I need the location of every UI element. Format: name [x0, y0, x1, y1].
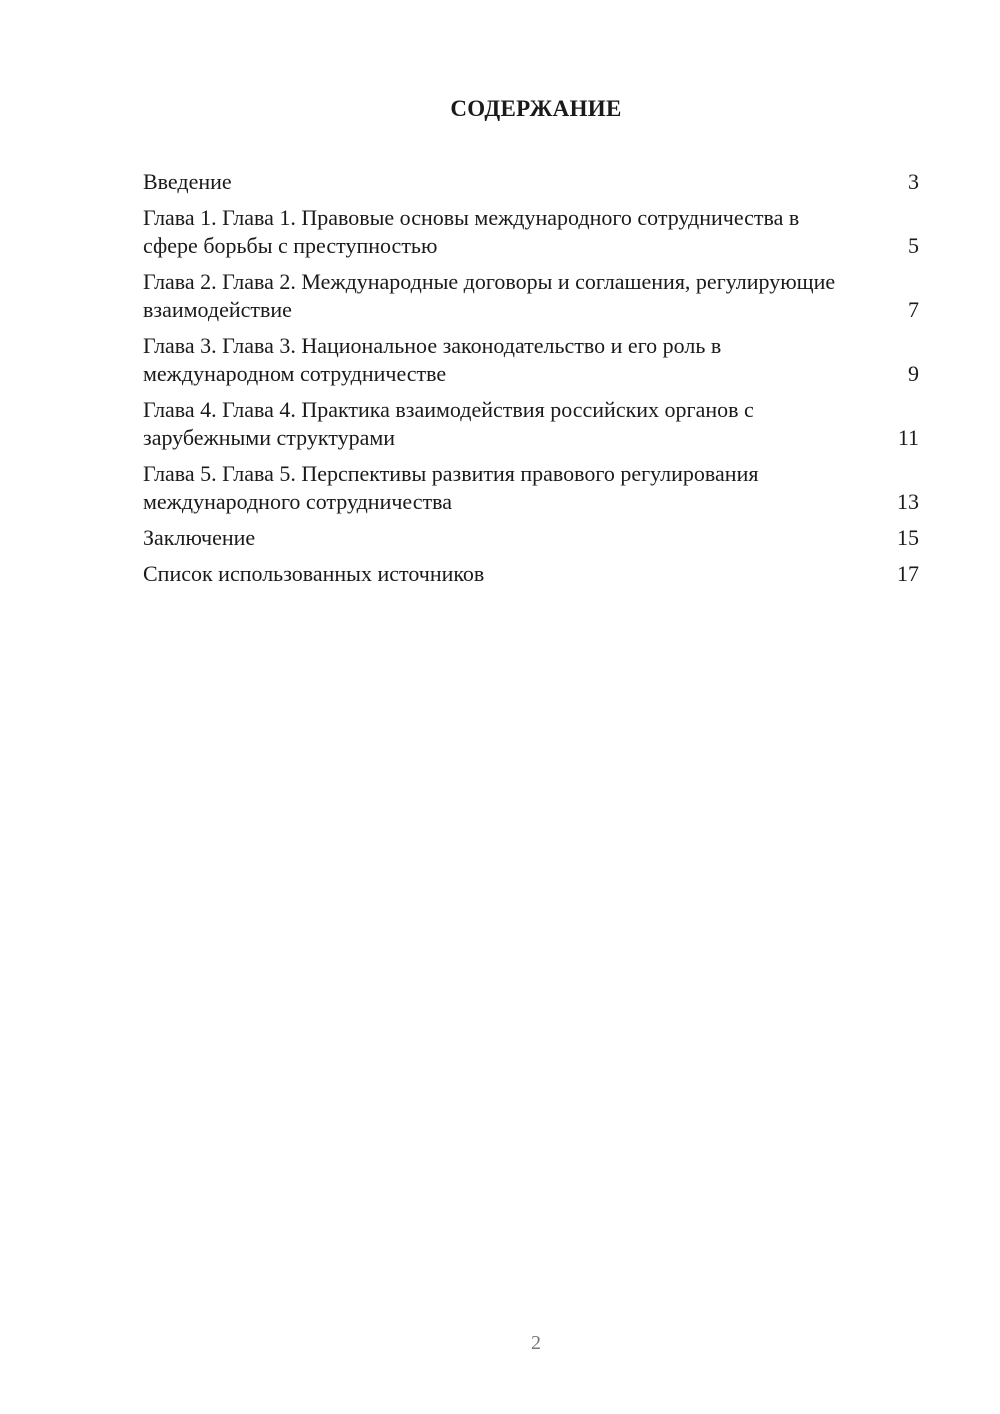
toc-entry-conclusion	[143, 524, 919, 552]
toc-entry-introduction	[143, 168, 919, 196]
toc-entry-title: Глава 1. Глава 1. Правовые основы международного сотрудничества в сфере борьбы с преступностью	[143, 205, 800, 258]
table-of-contents	[143, 168, 919, 596]
toc-entry-page: 15	[897, 525, 919, 550]
toc-entry-chapter-1	[143, 204, 919, 260]
toc-entry-page: 13	[897, 489, 919, 514]
toc-entry-title: Список использованных источников	[143, 561, 485, 586]
toc-entry-title: Глава 4. Глава 4. Практика взаимодействия российских органов с зарубежными структурами	[143, 397, 754, 450]
toc-entry-page: 7	[908, 297, 919, 322]
toc-entry-chapter-4	[143, 396, 919, 452]
toc-entry-title: Заключение	[143, 525, 256, 550]
toc-entry-title: Глава 2. Глава 2. Международные договоры и соглашения, регулирующие взаимодействие	[143, 269, 836, 322]
toc-entry-page: 11	[897, 425, 919, 450]
toc-entry-page: 5	[908, 233, 919, 258]
page-title: СОДЕРЖАНИЕ	[450, 96, 622, 121]
page-number: 2	[531, 1332, 541, 1354]
toc-entry-chapter-5	[143, 460, 919, 516]
toc-entry-page: 17	[897, 561, 919, 586]
toc-entry-chapter-3	[143, 332, 919, 388]
toc-entry-page: 9	[908, 361, 919, 386]
toc-entry-references	[143, 560, 919, 588]
toc-entry-chapter-2	[143, 268, 919, 324]
toc-entry-page: 3	[908, 169, 919, 194]
toc-entry-title: Введение	[143, 169, 232, 194]
toc-entry-title: Глава 3. Глава 3. Национальное законодательство и его роль в международном сотрудничестве	[143, 333, 722, 386]
toc-entry-title: Глава 5. Глава 5. Перспективы развития правового регулирования международного сотрудничества	[143, 461, 759, 514]
